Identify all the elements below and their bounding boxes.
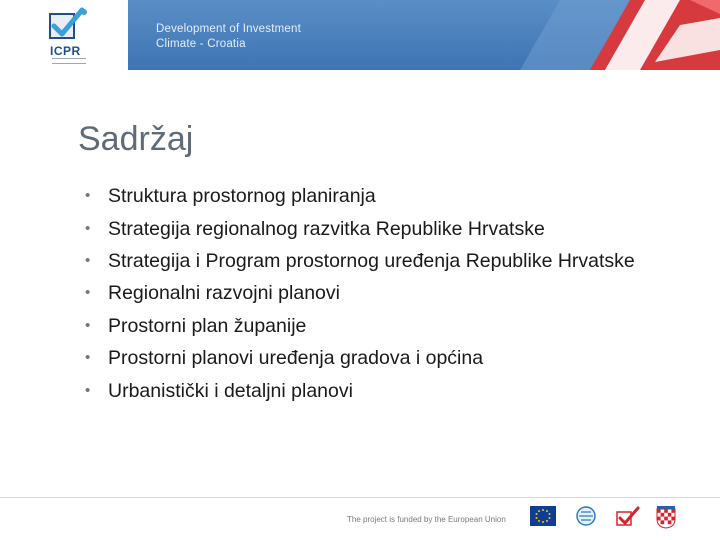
list-item xyxy=(80,310,680,343)
list-item-text: Strategija regionalnog razvitka Republike Hrvatske xyxy=(108,217,545,240)
bullet-icon: • xyxy=(85,381,91,399)
footer-divider xyxy=(0,497,720,498)
bullet-icon: • xyxy=(85,284,91,301)
header-banner xyxy=(128,0,720,70)
banner-title-line2: Climate - Croatia xyxy=(156,38,246,50)
banner-title xyxy=(156,22,301,52)
list-item-text: Urbanistički i detaljni planovi xyxy=(108,379,353,402)
red-checkmark-logo-icon xyxy=(614,506,640,528)
bullet-icon: • xyxy=(85,219,91,237)
slide-title: Sadržaj xyxy=(78,120,194,158)
partner-logo-icon xyxy=(574,506,598,526)
bullet-icon: • xyxy=(85,349,91,366)
logo-subline xyxy=(52,58,86,64)
logo-text: ICPR xyxy=(50,44,81,58)
bullet-icon: • xyxy=(85,252,91,269)
list-item-text: Regionalni razvojni planovi xyxy=(108,282,340,304)
list-item xyxy=(80,277,680,310)
list-item-text: Prostorni plan županije xyxy=(108,314,307,337)
eu-flag-icon xyxy=(530,506,556,526)
banner-decoration-icon xyxy=(480,0,720,70)
banner-title-line1: Development of Investment xyxy=(156,23,301,35)
list-item xyxy=(80,245,680,277)
header xyxy=(0,0,720,70)
list-item-text: Strategija i Program prostornog uređenja Republike Hrvatske xyxy=(108,250,635,272)
list-item-text: Prostorni planovi uređenja gradova i općina xyxy=(108,347,484,369)
list-item xyxy=(80,213,680,246)
list-item xyxy=(80,375,680,408)
list-item xyxy=(80,342,680,375)
list-item xyxy=(80,180,680,213)
bullet-list xyxy=(80,180,680,407)
bullet-icon: • xyxy=(85,316,91,334)
list-item-text: Struktura prostornog planiranja xyxy=(108,185,376,207)
footer-funding-text: The project is funded by the European Union xyxy=(347,515,506,524)
bullet-icon: • xyxy=(85,187,91,204)
icpr-logo xyxy=(38,6,102,66)
croatia-coat-of-arms-icon xyxy=(656,505,676,529)
checkmark-logo-icon xyxy=(38,6,102,46)
